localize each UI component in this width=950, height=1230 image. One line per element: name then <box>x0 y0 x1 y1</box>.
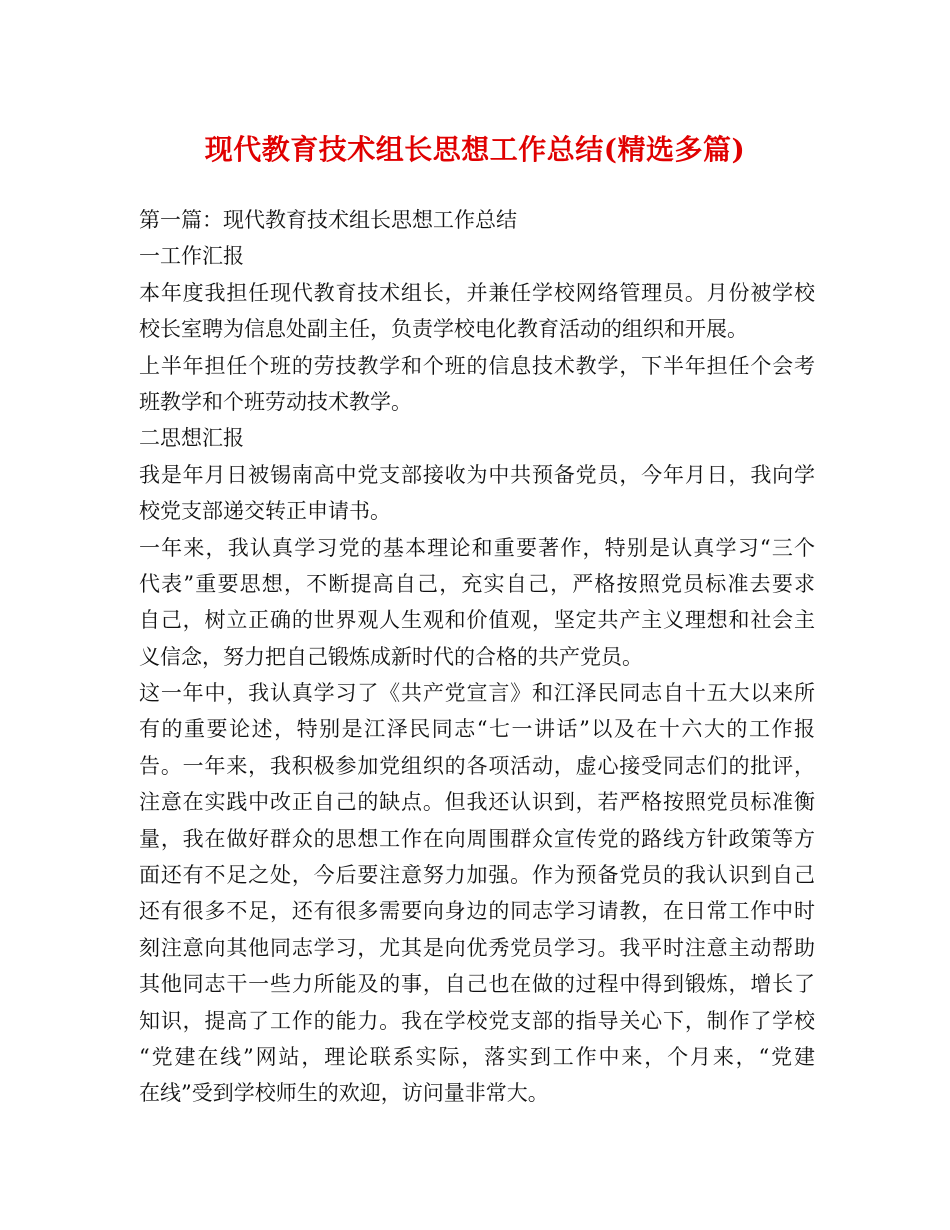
paragraph-line: 一年来，我认真学习党的基本理论和重要著作，特别是认真学习“三个 <box>139 535 815 560</box>
paragraph-line: 代表”重要思想，不断提高自己，充实自己，严格按照党员标准去要求 <box>139 571 815 596</box>
paragraph-line: 在线”受到学校师生的欢迎，访问量非常大。 <box>139 1081 549 1106</box>
subsection-heading: 二思想汇报 <box>139 426 244 451</box>
document-body <box>139 202 815 1112</box>
paragraph-line: 义信念，努力把自己锻炼成新时代的合格的共产党员。 <box>139 644 643 669</box>
paragraph-line: 面还有不足之处，今后要注意努力加强。作为预备党员的我认识到自己 <box>139 863 815 888</box>
paragraph-line: 班教学和个班劳动技术教学。 <box>139 389 412 414</box>
section-heading: 第一篇：现代教育技术组长思想工作总结 <box>139 208 517 232</box>
subsection-heading: 一工作汇报 <box>139 244 244 269</box>
paragraph-line: 校党支部递交转正申请书。 <box>139 499 391 524</box>
document-title: 现代教育技术组长思想工作总结(精选多篇) <box>204 133 746 166</box>
paragraph-line: 刻注意向其他同志学习，尤其是向优秀党员学习。我平时注意主动帮助 <box>139 935 815 960</box>
paragraph-line: 这一年中，我认真学习了《共产党宣言》和江泽民同志自十五大以来所 <box>139 681 815 706</box>
paragraph-line: 我是年月日被锡南高中党支部接收为中共预备党员，今年月日，我向学 <box>139 462 815 487</box>
paragraph-line: “党建在线”网站，理论联系实际，落实到工作中来，个月来，“党建 <box>139 1044 815 1069</box>
paragraph-line: 上半年担任个班的劳技教学和个班的信息技术教学，下半年担任个会考 <box>139 353 815 378</box>
paragraph-line: 知识，提高了工作的能力。我在学校党支部的指导关心下，制作了学校 <box>139 1008 815 1033</box>
paragraph-line: 其他同志干一些力所能及的事，自己也在做的过程中得到锻炼，增长了 <box>139 972 815 997</box>
paragraph-line: 本年度我担任现代教育技术组长，并兼任学校网络管理员。月份被学校 <box>139 280 815 305</box>
paragraph-line: 自己，树立正确的世界观人生观和价值观，坚定共产主义理想和社会主 <box>139 608 815 633</box>
paragraph-line: 还有很多不足，还有很多需要向身边的同志学习请教，在日常工作中时 <box>139 899 815 924</box>
paragraph-line: 注意在实践中改正自己的缺点。但我还认识到，若严格按照党员标准衡 <box>139 790 815 815</box>
paragraph-line: 校长室聘为信息处副主任，负责学校电化教育活动的组织和开展。 <box>139 317 748 342</box>
paragraph-line: 量，我在做好群众的思想工作在向周围群众宣传党的路线方针政策等方 <box>139 826 815 851</box>
paragraph-line: 告。一年来，我积极参加党组织的各项活动，虚心接受同志们的批评， <box>139 753 815 778</box>
paragraph-line: 有的重要论述，特别是江泽民同志“七一讲话”以及在十六大的工作报 <box>139 717 815 742</box>
